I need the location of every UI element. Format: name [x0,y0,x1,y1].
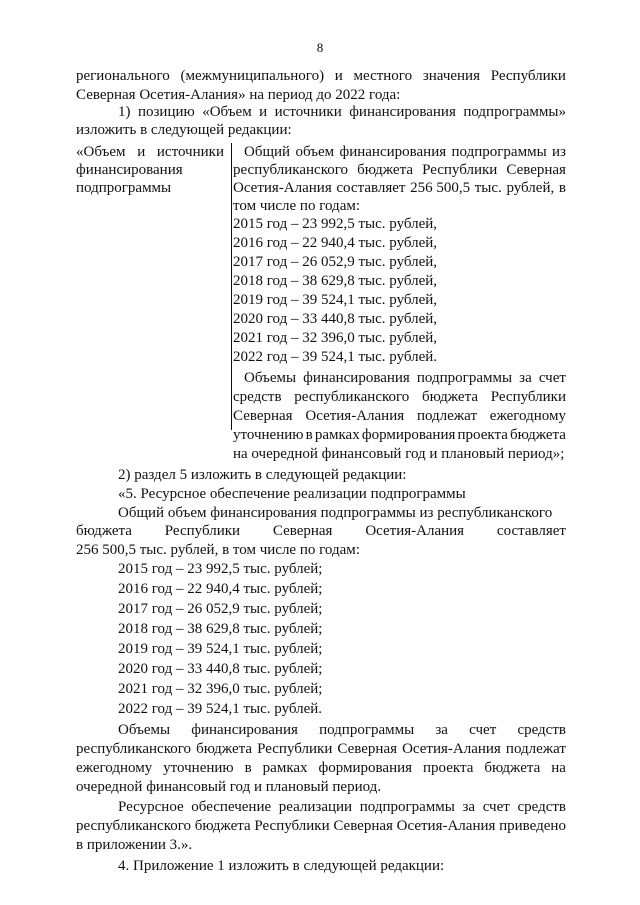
table-left-line-1: «Объем и источники [76,144,224,160]
table-year-2018: 2018 год – 38 629,8 тыс. рублей, [233,273,438,289]
intro-line-1: регионального (межмуниципального) и местного значения Республики [76,68,566,84]
table-note-line-4: уточнению в рамках формирования проекта бюджета [233,427,566,443]
intro-line-2: Северная Осетия-Алания» на период до 2022 года: [76,87,401,103]
item1-line-1: 1) позицию «Объем и источники финансирования подпрограммы» [118,104,566,120]
volumes-line-2: республиканского бюджета Республики Северная Осетия-Алания подлежат [76,741,566,757]
table-year-2022: 2022 год – 39 524,1 тыс. рублей. [233,349,438,365]
table-total-line-4: том числе по годам: [233,198,361,214]
section5-year-2017: 2017 год – 26 052,9 тыс. рублей; [118,601,323,617]
table-total-line-1: Общий объем финансирования подпрограммы из [244,144,566,160]
volumes-line-4: очередной финансовый год и плановый период. [76,779,382,795]
table-left-line-3: подпрограммы [76,180,172,196]
table-note-line-3: Северная Осетия-Алания подлежат ежегодному [233,408,566,424]
table-note-line-5: на очередной финансовый год и плановый период»; [233,446,565,462]
resource-line-2: республиканского бюджета Республики Северная Осетия-Алания приведено [76,818,566,834]
item4-line: 4. Приложение 1 изложить в следующей редакции: [118,858,445,874]
section5-total-line-3: 256 500,5 тыс. рублей, в том числе по годам: [76,542,360,558]
table-year-2021: 2021 год – 32 396,0 тыс. рублей, [233,330,438,346]
item2-line-1: 2) раздел 5 изложить в следующей редакции: [118,467,407,483]
section5-heading: «5. Ресурсное обеспечение реализации подпрограммы [118,486,466,502]
section5-year-2018: 2018 год – 38 629,8 тыс. рублей; [118,621,323,637]
table-note-line-1: Объемы финансирования подпрограммы за счет [244,370,566,386]
section5-year-2020: 2020 год – 33 440,8 тыс. рублей; [118,661,323,677]
table-left-line-2: финансирования [76,162,183,178]
table-year-2019: 2019 год – 39 524,1 тыс. рублей, [233,292,438,308]
table-total-line-2: республиканского бюджета Республики Северная [233,162,566,178]
section5-year-2016: 2016 год – 22 940,4 тыс. рублей; [118,581,323,597]
table-year-2016: 2016 год – 22 940,4 тыс. рублей, [233,235,438,251]
section5-total-line-1: Общий объем финансирования подпрограммы из республиканского [118,505,553,521]
item1-line-2: изложить в следующей редакции: [76,122,292,138]
section5-year-2015: 2015 год – 23 992,5 тыс. рублей; [118,561,323,577]
resource-line-3: в приложении 3.». [76,837,193,853]
table-total-line-3: Осетия-Алания составляет 256 500,5 тыс. рублей, в [233,180,566,196]
table-year-2015: 2015 год – 23 992,5 тыс. рублей, [233,216,438,232]
section5-total-line-2: бюджета Республики Северная Осетия-Алания составляет [76,523,566,539]
section5-year-2019: 2019 год – 39 524,1 тыс. рублей; [118,641,323,657]
resource-line-1: Ресурсное обеспечение реализации подпрограммы за счет средств [118,799,566,815]
page-number: 8 [316,40,324,55]
section5-year-2021: 2021 год – 32 396,0 тыс. рублей; [118,681,323,697]
table-year-2017: 2017 год – 26 052,9 тыс. рублей, [233,254,438,270]
table-year-2020: 2020 год – 33 440,8 тыс. рублей, [233,311,438,327]
table-column-divider [231,143,232,430]
section5-year-2022: 2022 год – 39 524,1 тыс. рублей. [118,701,323,717]
volumes-line-3: ежегодному уточнению в рамках формирования проекта бюджета на [76,760,566,776]
volumes-line-1: Объемы финансирования подпрограммы за счет средств [118,722,566,738]
table-note-line-2: средств республиканского бюджета Республики [233,389,566,405]
